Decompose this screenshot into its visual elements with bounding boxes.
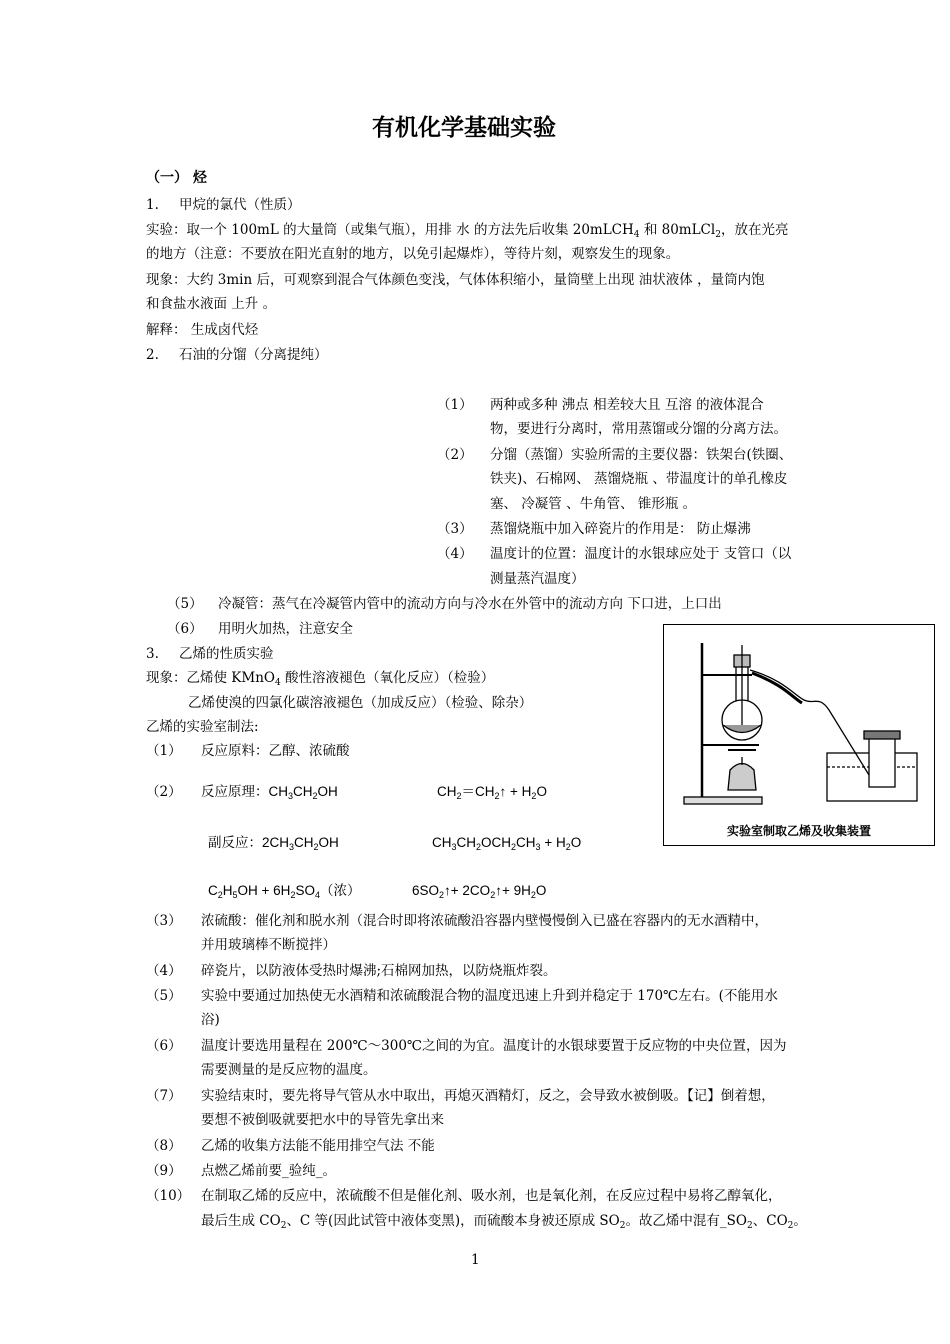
list-item-text: 乙烯的收集方法能不能用排空气法 不能	[201, 1138, 435, 1154]
side-reaction-product: $CH_3CH_2OCH_2CH_3 + H_2O$	[432, 835, 582, 852]
list-marker: （1）	[437, 397, 473, 413]
figure-caption: 实验室制取乙烯及收集装置	[726, 824, 871, 838]
list-marker: （7）	[146, 1088, 182, 1104]
list-item-text: 两种或多种 沸点 相差较大且 互溶 的液体混合	[490, 397, 764, 413]
list-marker: （2）	[437, 447, 473, 463]
list-marker: （5）	[167, 596, 203, 612]
apparatus-figure	[663, 624, 935, 846]
list-item-text: 冷凝管：蒸气在冷凝管内管中的流动方向与冷水在外管中的流动方向 下口进，上口出	[218, 596, 722, 612]
list-marker: （4）	[146, 963, 182, 979]
paragraph-line: 乙烯使溴的四氯化碳溶液褪色（加成反应）（检验、除杂）	[188, 695, 533, 711]
list-marker: （9）	[146, 1163, 182, 1179]
list-marker: （4）	[437, 546, 473, 562]
list-marker: （1）	[146, 743, 182, 759]
list-marker: （8）	[146, 1138, 182, 1154]
paragraph-line: 现象：乙烯使 KMnO$_4$ 酸性溶液褪色（氧化反应）（检验）	[146, 670, 495, 688]
item-title: 乙烯的性质实验	[179, 646, 274, 662]
list-item-text: 浓硫酸：催化剂和脱水剂（混合时即将浓硫酸沿容器内壁慢慢倒入已盛在容器内的无水酒精中，	[201, 913, 768, 929]
list-item-text: 碎瓷片，以防液体受热时爆沸;石棉网加热，以防烧瓶炸裂。	[201, 963, 557, 979]
oxidation-reaction: $C_2H_5OH + 6H_2SO_4$（浓）	[208, 883, 361, 900]
list-item-text: 测量蒸汽温度）	[490, 571, 585, 587]
paragraph-line: 乙烯的实验室制法:	[146, 719, 259, 735]
list-item-text: 点燃乙烯前要_验纯_。	[201, 1163, 336, 1179]
list-item-text: 铁夹)、石棉网、 蒸馏烧瓶 、带温度计的单孔橡皮	[490, 471, 788, 487]
list-marker: （2）	[146, 784, 182, 800]
list-marker: （6）	[146, 1038, 182, 1054]
list-marker: （3）	[437, 521, 473, 537]
paragraph-line: 的地方（注意：不要放在阳光直射的地方，以免引起爆炸），等待片刻，观察发生的现象。	[146, 246, 680, 262]
page-number: 1	[471, 1252, 480, 1268]
list-marker: （3）	[146, 913, 182, 929]
list-item-text: 物，要进行分离时，常用蒸馏或分馏的分离方法。	[490, 421, 787, 437]
paragraph-line: 和食盐水液面 上升 。	[146, 296, 277, 312]
paragraph-line: 解释： 生成卤代烃	[146, 322, 259, 338]
ethylene-apparatus-illustration	[664, 625, 934, 815]
reaction-product: $CH_2=CH_2↑ + H_2O$	[437, 784, 547, 801]
section-heading: （一） 烃	[146, 170, 207, 186]
list-item-text: 温度计的位置：温度计的水银球应处于 支管口（以	[490, 546, 792, 562]
list-item-text: 浴)	[201, 1012, 220, 1028]
list-item-text: 要想不被倒吸就要把水中的导管先拿出来	[201, 1112, 444, 1128]
paragraph-line: 现象：大约 3min 后，可观察到混合气体颜色变浅，气体体积缩小，量筒壁上出现 油状液体 ，量筒内饱	[146, 272, 765, 288]
list-item-text: 最后生成 $CO_2$、C 等(因此试管中液体变黑)，而硫酸本身被还原成 $SO_2$。故乙烯中混有$\_SO_2$、$CO_2$。	[201, 1213, 807, 1231]
list-item-text: 蒸馏烧瓶中加入碎瓷片的作用是： 防止爆沸	[490, 521, 751, 537]
item-number: 1.	[146, 197, 159, 213]
paragraph-line: 实验：取一个 100mL 的大量筒（或集气瓶），用排 水 的方法先后收集 20mLCH$_4$ 和 80mLCl$_2$，放在光亮	[146, 222, 789, 240]
list-item-text: 用明火加热，注意安全	[218, 621, 353, 637]
list-item-text: 分馏（蒸馏）实验所需的主要仪器：铁架台(铁圈、	[490, 447, 793, 463]
list-marker: （6）	[167, 621, 203, 637]
item-number: 3.	[146, 646, 159, 662]
list-item-text: 实验结束时，要先将导气管从水中取出，再熄灭酒精灯，反之，会导致水被倒吸。【记】倒着想，	[201, 1088, 775, 1104]
reaction-equation: 反应原理：$CH_3CH_2OH$	[201, 784, 338, 801]
page-title: 有机化学基础实验	[372, 115, 556, 141]
list-item-text: 并用玻璃棒不断搅拌）	[201, 937, 336, 953]
list-marker: （10）	[146, 1188, 191, 1204]
item-title: 石油的分馏（分离提纯）	[179, 347, 328, 363]
side-reaction: 副反应：$2CH_3CH_2OH$	[208, 835, 339, 852]
list-marker: （5）	[146, 988, 182, 1004]
list-item-text: 在制取乙烯的反应中，浓硫酸不但是催化剂、吸水剂，也是氧化剂，在反应过程中易将乙醇氧化，	[201, 1188, 782, 1204]
item-title: 甲烷的氯代（性质）	[179, 197, 301, 213]
list-item-text: 反应原料：乙醇、浓硫酸	[201, 743, 350, 759]
item-number: 2.	[146, 347, 159, 363]
list-item-text: 需要测量的是反应物的温度。	[201, 1062, 377, 1078]
oxidation-reaction-product: $6SO_2↑+$ $2CO_2↑+ 9H_2O$	[412, 883, 547, 900]
list-item-text: 温度计要选用量程在 200℃～300℃之间的为宜。温度计的水银球要置于反应物的中央位置，因为	[201, 1038, 787, 1054]
list-item-text: 实验中要通过加热使无水酒精和浓硫酸混合物的温度迅速上升到并稳定于 170℃左右。(不能用水	[201, 988, 778, 1004]
list-item-text: 塞、 冷凝管 、牛角管、 锥形瓶 。	[490, 496, 697, 512]
